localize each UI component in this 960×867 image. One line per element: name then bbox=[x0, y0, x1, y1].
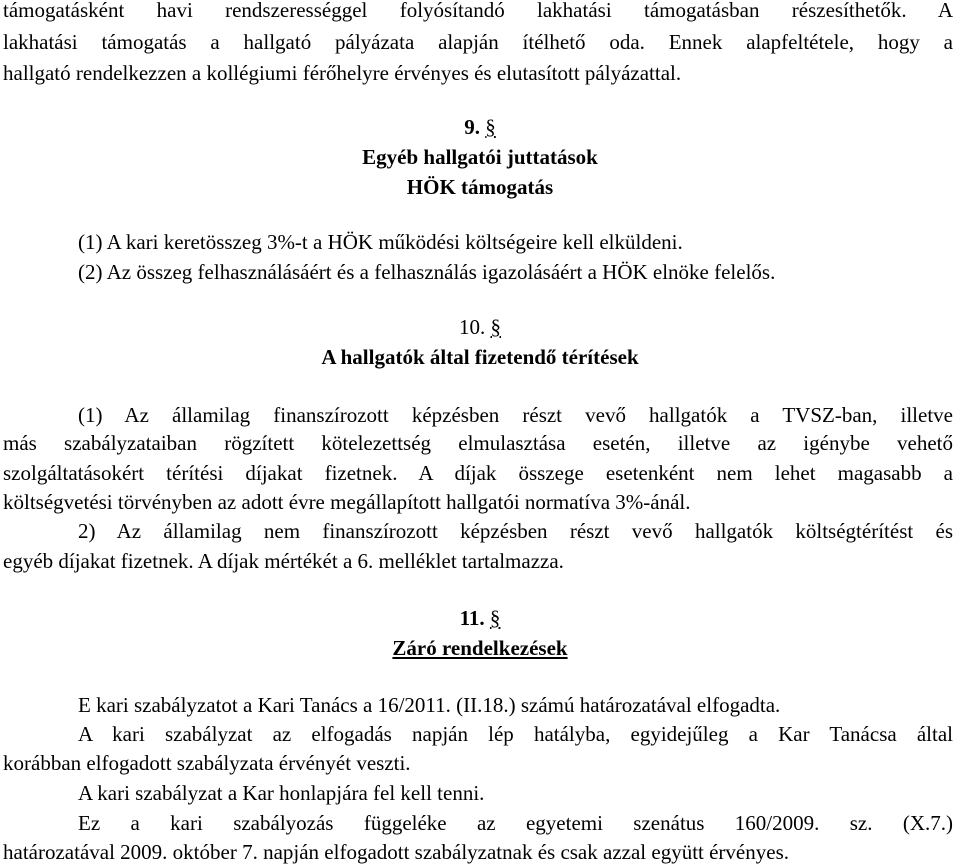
section-11-title: Záró rendelkezések bbox=[392, 636, 568, 660]
section-10-line-2: más szabályzataiban rögzített kötelezettség elmulasztása esetén, illetve az igénybe vehető bbox=[3, 431, 953, 455]
section-10-line-4: költségvetési törvényben az adott évre megállapított hallgatói normatíva 3%-ánál. bbox=[3, 490, 691, 514]
section-10-number: 10. bbox=[459, 315, 486, 339]
section-11-line-4: A kari szabályzat a Kar honlapjára fel kell tenni. bbox=[78, 781, 485, 805]
section-11-number-row bbox=[0, 603, 960, 633]
section-9-mark: § bbox=[485, 115, 496, 139]
section-11-number: 11. bbox=[459, 606, 485, 630]
section-11-line-3: korábban elfogadott szabályzata érvényét veszti. bbox=[3, 751, 411, 775]
section-10-line-5: 2) Az államilag nem finanszírozott képzésben részt vevő hallgatók költségtérítést és bbox=[78, 519, 953, 543]
section-10-line-1: (1) Az államilag finanszírozott képzésben részt vevő hallgatók a TVSZ-ban, illetve bbox=[78, 403, 953, 427]
section-9-paragraph-1: (1) A kari keretösszeg 3%-t a HÖK működési költségeire kell elküldeni. bbox=[78, 230, 683, 254]
section-10-number-row bbox=[0, 312, 960, 342]
section-10-line-6: egyéb díjakat fizetnek. A díjak mértékét a 6. melléklet tartalmazza. bbox=[3, 549, 564, 573]
section-11-line-2: A kari szabályzat az elfogadás napján lép hatályba, egyidejűleg a Kar Tanácsa által bbox=[78, 722, 953, 746]
section-10-mark: § bbox=[490, 315, 501, 339]
section-9-title: Egyéb hallgatói juttatások bbox=[362, 145, 598, 169]
intro-line-3: hallgató rendelkezzen a kollégiumi férőhelyre érvényes és elutasított pályázattal. bbox=[3, 61, 682, 85]
intro-line-1: támogatásként havi rendszerességgel folyósítandó lakhatási támogatásban részesíthetők. A bbox=[3, 0, 953, 22]
section-11-line-5: Ez a kari szabályozás függeléke az egyetemi szenátus 160/2009. sz. (X.7.) bbox=[78, 811, 953, 835]
section-9-paragraph-2: (2) Az összeg felhasználásáért és a felhasználás igazolásáért a HÖK elnöke felelős. bbox=[78, 260, 776, 284]
section-11-line-1: E kari szabályzatot a Kari Tanács a 16/2011. (II.18.) számú határozatával elfogadta. bbox=[78, 693, 781, 717]
section-10-line-3: szolgáltatásokért térítési díjakat fizetnek. A díjak összege esetenként nem lehet magasabb a bbox=[3, 461, 953, 485]
section-9-subtitle: HÖK támogatás bbox=[406, 175, 554, 199]
intro-line-2: lakhatási támogatás a hallgató pályázata alapján ítélhető oda. Ennek alapfeltétele, hogy a bbox=[3, 30, 953, 54]
section-11-line-6: határozatával 2009. október 7. napján elfogadott szabályzatnak és csak azzal együtt érvényes. bbox=[3, 840, 789, 864]
section-11-mark: § bbox=[489, 606, 501, 630]
section-9-number: 9. bbox=[464, 115, 480, 139]
section-9-number-row bbox=[0, 112, 960, 142]
section-10-title: A hallgatók által fizetendő térítések bbox=[321, 345, 639, 369]
